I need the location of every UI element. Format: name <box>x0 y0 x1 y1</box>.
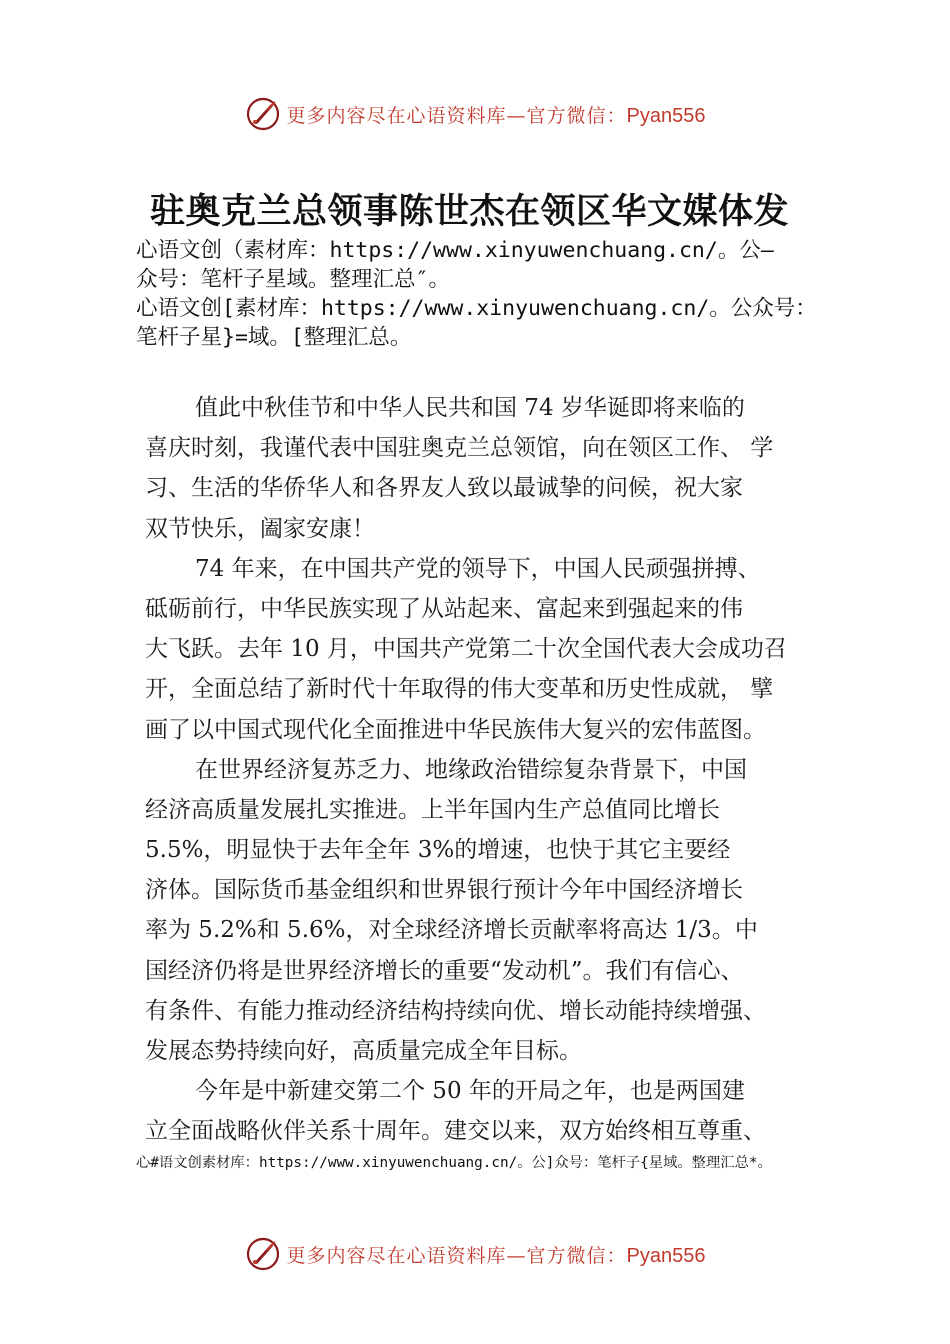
page-title: 驻奥克兰总领事陈世杰在领区华文媒体发 <box>150 191 790 232</box>
bottom-banner <box>0 1232 950 1276</box>
text-line: 画了以中国式现代化全面推进中华民族伟大复兴的宏伟蓝图。 <box>145 716 766 743</box>
text-line: 立全面战略伙伴关系十周年。建交以来，双方始终相互尊重、 <box>145 1118 766 1145</box>
wechat-id: Pyan556 <box>626 104 706 127</box>
text-line: 5.5%，明显快于去年全年 3%的增速，也快于其它主要经 <box>145 837 731 864</box>
watermark-line: 众号：笔杆子星域。整理汇总″。 <box>136 267 450 292</box>
footer-watermark: 心#语文创素材库：https://www.xinyuwenchuang.cn/。公]众号：笔杆子{星域。整理汇总*。 <box>136 1155 772 1171</box>
text-line: 喜庆时刻，我谨代表中国驻奥克兰总领馆，向在领区工作、 学 <box>145 435 774 462</box>
wechat-id: Pyan556 <box>626 1244 706 1267</box>
text-line: 国经济仍将是世界经济增长的重要“发动机”。我们有信心、 <box>145 957 744 984</box>
paragraph-1 <box>145 388 835 549</box>
paragraph-2 <box>145 549 835 750</box>
watermark-line: 心语文创（素材库：https://www.xinyuwenchuang.cn/。公— <box>136 238 774 263</box>
text-line: 有条件、有能力推动经济结构持续向优、增长动能持续增强、 <box>145 997 766 1024</box>
text-line: 砥砺前行，中华民族实现了从站起来、富起来到强起来的伟 <box>145 595 743 622</box>
top-banner <box>0 92 950 136</box>
text-line: 今年是中新建交第二个 50 年的开局之年，也是两国建 <box>195 1078 745 1105</box>
text-line: 大飞跃。去年 10 月，中国共产党第二十次全国代表大会成功召 <box>145 636 787 663</box>
article-body <box>145 388 835 1152</box>
text-line: 习、生活的华侨华人和各界友人致以最诚挚的问候，祝大家 <box>145 475 743 502</box>
text-line: 率为 5.2%和 5.6%，对全球经济增长贡献率将高达 1/3。中 <box>145 917 758 944</box>
watermark-line: 笔杆子星}=域。[整理汇总。 <box>136 325 412 350</box>
paragraph-3 <box>145 750 835 1072</box>
banner-text: 更多内容尽在心语资料库—官方微信：Pyan556 <box>286 104 706 127</box>
watermark-line: 心语文创[素材库：https://www.xinyuwenchuang.cn/。公众号： <box>136 296 817 321</box>
text-line: 济体。国际货币基金组织和世界银行预计今年中国经济增长 <box>145 877 743 904</box>
text-line: 值此中秋佳节和中华人民共和国 74 岁华诞即将来临的 <box>195 395 745 421</box>
text-line: 在世界经济复苏乏力、地缘政治错综复杂背景下，中国 <box>195 756 747 783</box>
quill-pen-logo-icon <box>245 1236 281 1272</box>
text-line: 发展态势持续向好，高质量完成全年目标。 <box>145 1038 582 1064</box>
text-line: 双节快乐，阖家安康！ <box>145 515 375 542</box>
banner-text: 更多内容尽在心语资料库—官方微信：Pyan556 <box>286 1244 706 1267</box>
text-line: 经济高质量发展扎实推进。上半年国内生产总值同比增长 <box>145 796 720 823</box>
paragraph-4 <box>145 1071 835 1151</box>
text-line: 开，全面总结了新时代十年取得的伟大变革和历史性成就， 擘 <box>145 676 774 703</box>
quill-pen-logo-icon <box>245 96 281 132</box>
text-line: 74 年来，在中国共产党的领导下，中国人民顽强拼搏、 <box>195 555 761 582</box>
